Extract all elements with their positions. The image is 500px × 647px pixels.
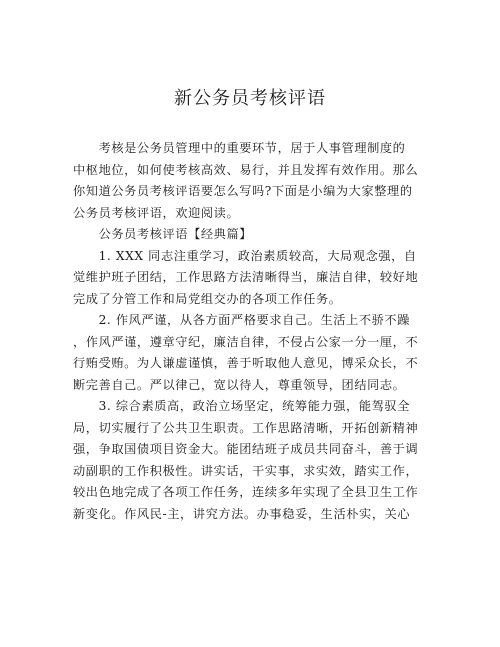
text-line: ，作风严谨，遵章守纪，廉洁自律，不侵占公家一分一厘，不 [73, 334, 419, 349]
item-2-paragraph [73, 310, 429, 396]
text-line: 你知道公务员考核评语要怎么写吗?下面是小编为大家整理的 [73, 184, 413, 198]
text-line: 行贿受贿。为人谦虚谨慎，善于听取他人意见，博采众长，不 [73, 356, 419, 370]
text-line: 觉维护班子团结，工作思路方法清晰得当，廉洁自律，较好地 [73, 270, 419, 284]
text-line: 2. 作风严谨，从各方面严格要求自己。生活上不骄不躁 [73, 313, 410, 327]
document-body [73, 138, 429, 525]
text-line: 较出色地完成了各项工作任务，连续多年实现了全县卫生工作 [73, 485, 419, 499]
text-line: 3. 综合素质高，政治立场坚定，统筹能力强，能驾驭全 [73, 399, 410, 413]
text-line: 动副职的工作积极性。讲实话，干实事，求实效，踏实工作， [73, 463, 419, 478]
text-line: 局，切实履行了公共卫生职责。工作思路清晰，开拓创新精神 [73, 420, 419, 435]
intro-paragraph [73, 138, 429, 224]
document-title: 新公务员考核评语 [174, 88, 326, 109]
text-line: 新变化。作风民-主，讲究方法。办事稳妥，生活朴实，关心 [73, 506, 411, 521]
item-1-paragraph [73, 246, 429, 311]
text-line: 完成了分管工作和局党组交办的各项工作任务。 [73, 291, 342, 306]
text-line: 强，争取国债项目资金大。能团结班子成员共同奋斗，善于调 [73, 442, 419, 456]
section-heading [73, 224, 429, 246]
text-line: 断完善自己。严以律己，宽以待人，尊重领导，团结同志。 [73, 377, 406, 392]
text-line: 公务员考核评语【经典篇】 [73, 227, 253, 241]
text-line: 中枢地位，如何使考核高效、易行，并且发挥有效作用。那么 [73, 162, 419, 177]
item-3-paragraph [73, 396, 429, 525]
text-line: 考核是公务员管理中的重要环节，居于人事管理制度的 [73, 141, 406, 155]
text-line: 公务员考核评语，欢迎阅读。 [73, 205, 240, 220]
text-line: 1. XXX 同志注重学习，政治素质较高，大局观念强，自 [73, 248, 417, 263]
